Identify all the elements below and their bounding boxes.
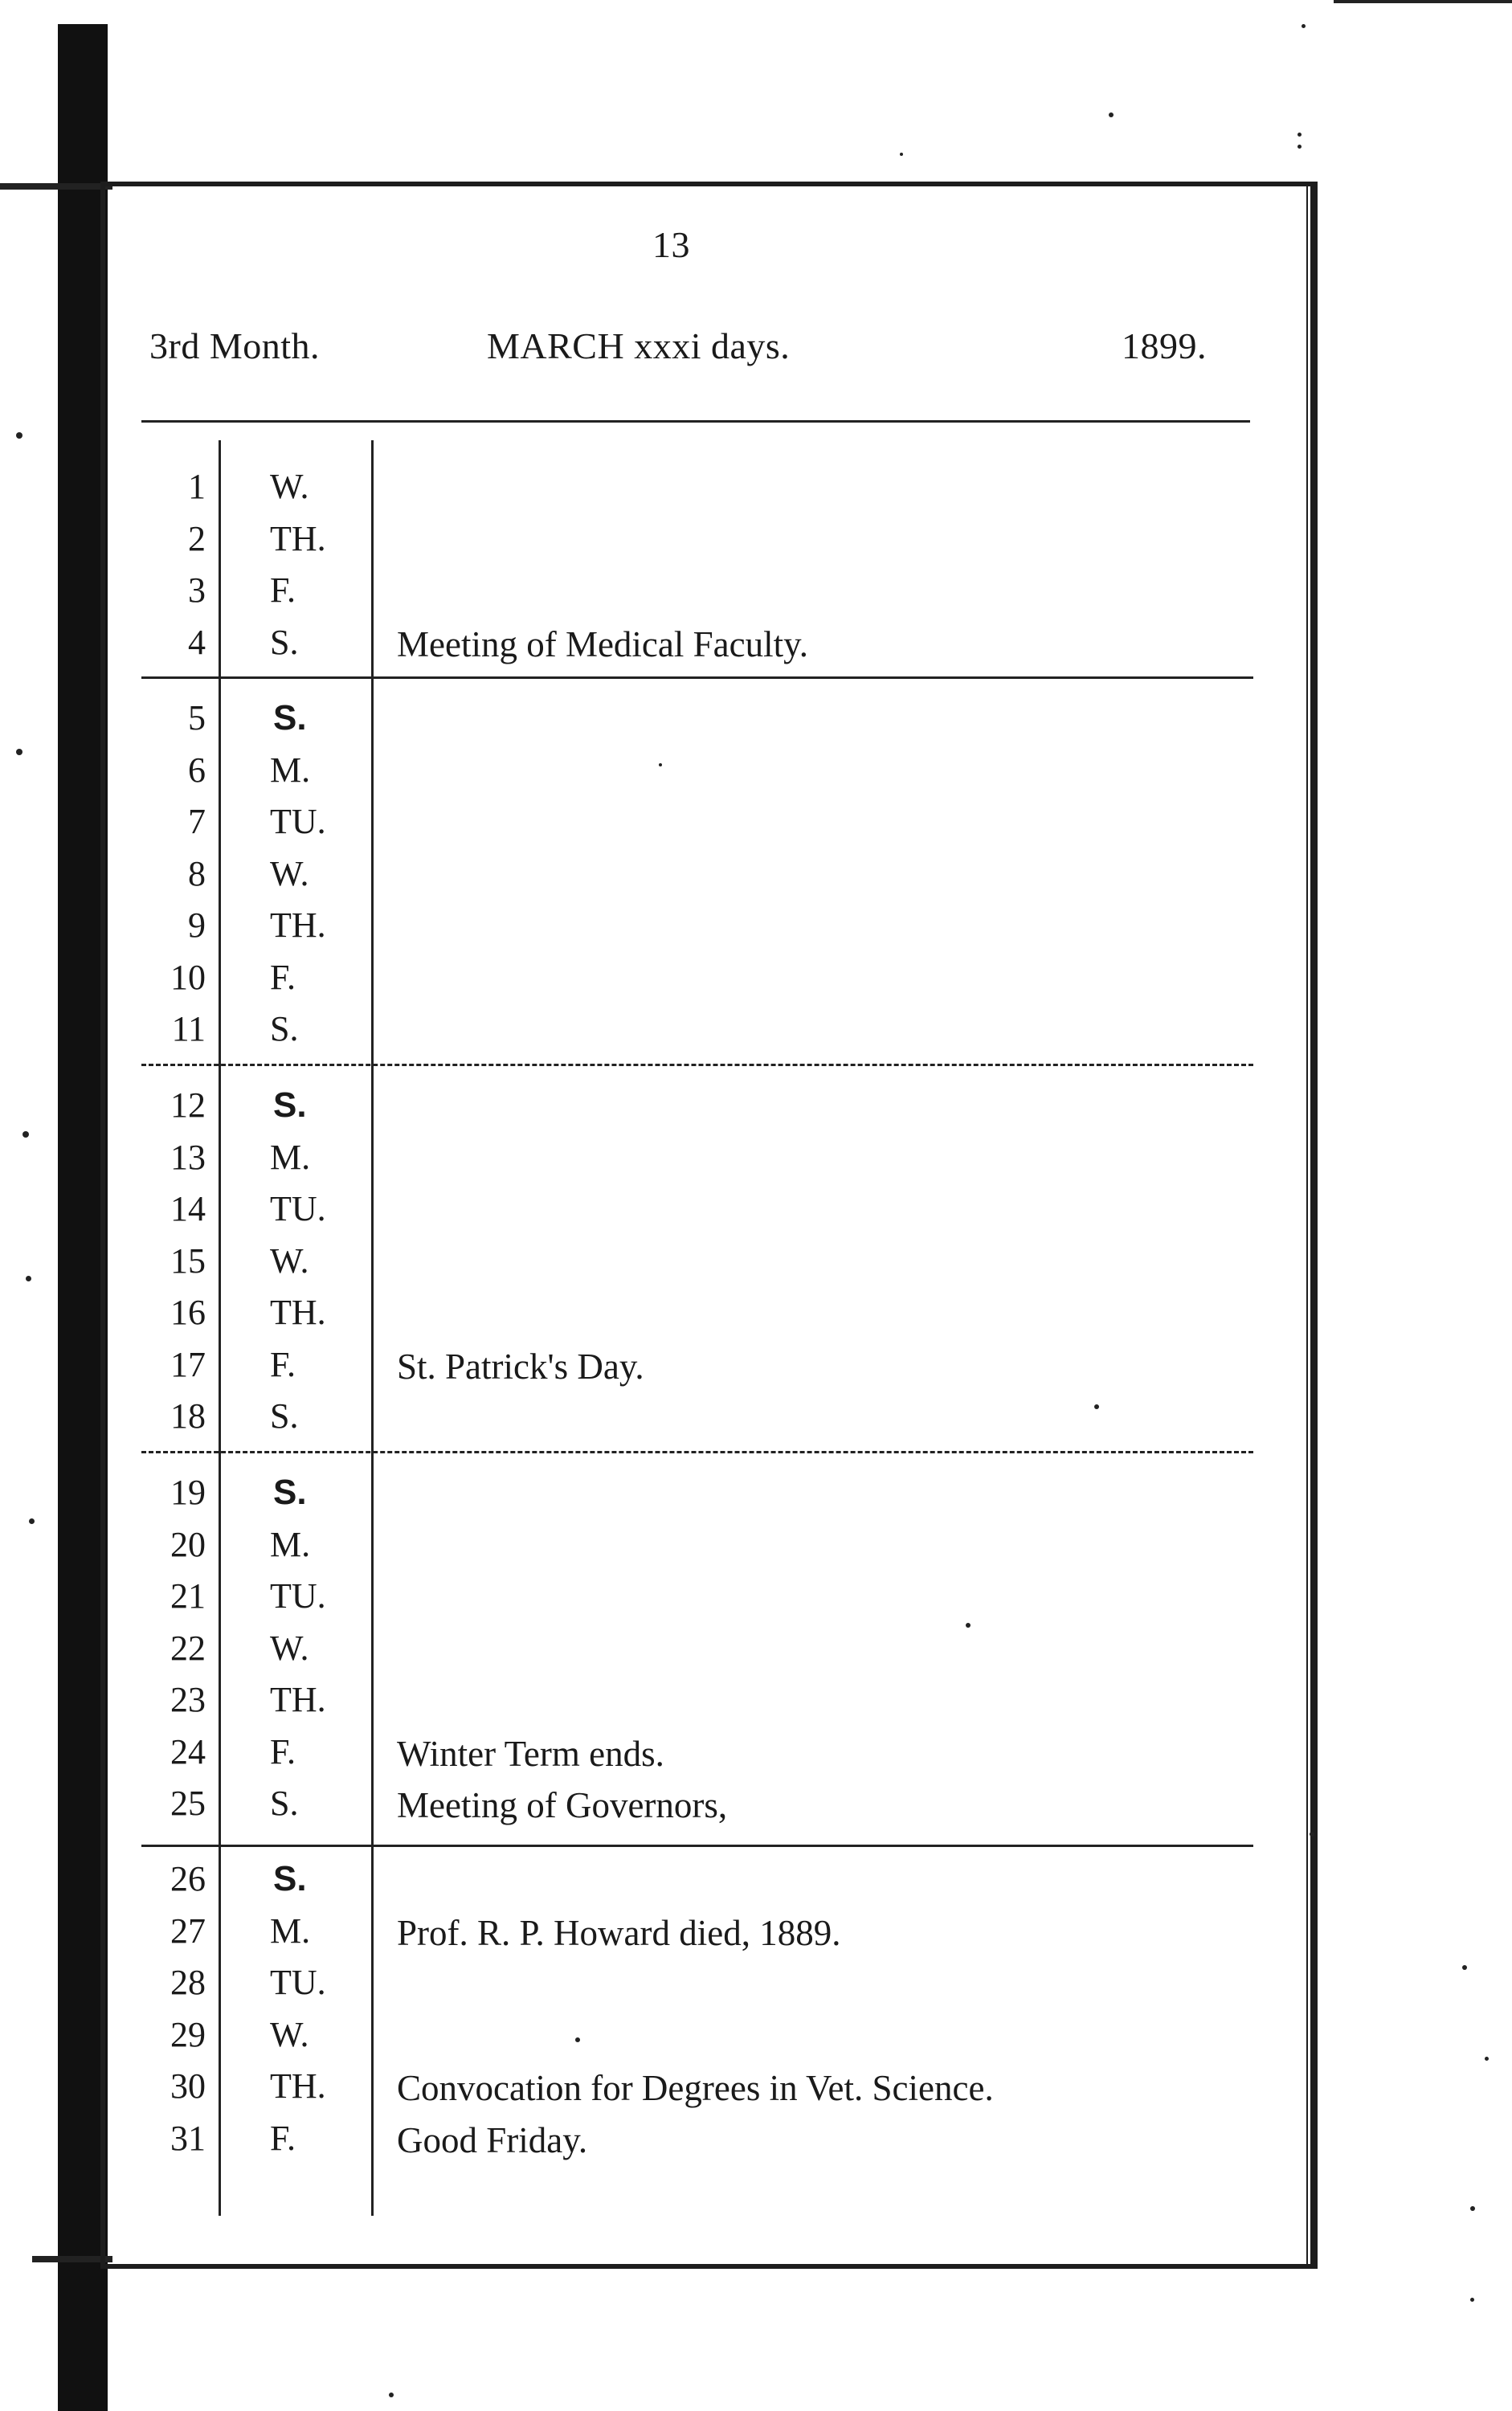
day-of-week: M. [270,1137,311,1177]
day-of-week: W. [270,1240,309,1281]
day-event: Meeting of Medical Faculty. [397,623,808,664]
day-of-week: M. [270,1524,311,1564]
column-divider [219,440,221,2216]
scan-speck [1462,1965,1467,1970]
day-number: 7 [188,802,206,841]
month-title: MARCH xxxi days. [487,325,791,366]
scan-speck [1310,1832,1314,1837]
day-of-week: S. [270,1009,299,1048]
scan-speck [1470,2206,1475,2211]
week-separator [141,1064,1253,1066]
header-rule [141,420,1250,423]
day-number: 1 [188,467,206,506]
week-separator [141,676,1253,679]
day-number: 9 [188,905,206,945]
day-event: Convocation for Degrees in Vet. Science. [397,2068,994,2108]
day-of-week: M. [270,750,311,790]
day-number: 5 [188,698,206,738]
day-number: 3 [188,570,206,610]
scan-speck [1094,1404,1099,1409]
day-number: 29 [170,2014,206,2054]
day-of-week: S. [270,1784,299,1823]
day-of-week: TH. [270,1293,326,1332]
day-number: 19 [170,1473,206,1512]
day-of-week: F. [270,957,296,997]
scan-rule [1334,0,1512,3]
day-number: 18 [170,1396,206,1436]
scan-speck [29,1518,35,1524]
page-number: 13 [652,224,690,265]
day-of-week: W. [270,1628,309,1668]
column-divider [371,440,374,2216]
day-event: Meeting of Governors, [397,1785,728,1825]
day-number: 20 [170,1524,206,1564]
day-of-week: S. [273,698,307,738]
day-number: 4 [188,622,206,662]
week-separator [141,1451,1253,1453]
day-of-week: TU. [270,1576,326,1616]
day-number: 6 [188,750,206,790]
scan-speck [659,763,662,766]
scan-speck [1485,2057,1489,2061]
scan-speck [1109,112,1114,117]
day-number: 24 [170,1731,206,1771]
day-number: 14 [170,1189,206,1228]
day-of-week: S. [270,1396,299,1436]
day-number: 17 [170,1344,206,1384]
day-number: 27 [170,1910,206,1951]
scan-speck [1297,145,1302,149]
scan-speck [26,1276,31,1281]
day-number: 25 [170,1784,206,1823]
day-number: 23 [170,1680,206,1719]
day-number: 31 [170,2118,206,2158]
day-number: 28 [170,1963,206,2002]
day-of-week: F. [270,570,296,610]
day-event: Prof. R. P. Howard died, 1889. [397,1912,841,1953]
scan-speck [900,153,903,156]
day-of-week: S. [273,1859,307,1898]
day-of-week: S. [270,622,299,662]
day-of-week: TU. [270,1963,326,2002]
scan-speck [1470,2298,1474,2302]
day-number: 16 [170,1293,206,1332]
day-of-week: TH. [270,1680,326,1719]
day-number: 13 [170,1137,206,1177]
day-number: 30 [170,2066,206,2106]
scan-speck [575,2037,580,2042]
day-of-week: W. [270,2014,309,2054]
week-separator [141,1845,1253,1847]
day-number: 10 [170,957,206,997]
scan-speck [22,1131,29,1138]
day-number: 21 [170,1576,206,1616]
day-event: St. Patrick's Day. [397,1346,644,1387]
day-number: 11 [171,1009,206,1048]
month-label: 3rd Month. [149,325,320,366]
day-of-week: F. [270,2118,296,2158]
day-of-week: M. [270,1910,311,1951]
day-number: 15 [170,1240,206,1281]
day-event: Good Friday. [397,2119,588,2160]
day-of-week: S. [273,1085,307,1125]
day-number: 22 [170,1628,206,1668]
day-of-week: TH. [270,2066,326,2106]
scan-rule [0,183,112,190]
day-number: 26 [170,1859,206,1898]
day-event: Winter Term ends. [397,1733,664,1774]
day-number: 12 [170,1085,206,1125]
day-of-week: W. [270,853,309,893]
day-of-week: TU. [270,802,326,841]
day-of-week: W. [270,467,309,506]
scan-speck [389,2393,394,2397]
scan-speck [1297,133,1302,137]
day-of-week: TH. [270,518,326,558]
year-label: 1899. [1122,325,1207,366]
day-of-week: TH. [270,905,326,945]
scan-speck [966,1623,971,1628]
scan-speck [1302,24,1306,28]
day-of-week: TU. [270,1189,326,1228]
day-of-week: F. [270,1344,296,1384]
day-of-week: S. [273,1473,307,1512]
scan-speck [16,749,22,755]
day-number: 8 [188,853,206,893]
scan-speck [16,432,22,439]
day-of-week: F. [270,1731,296,1771]
day-number: 2 [188,518,206,558]
